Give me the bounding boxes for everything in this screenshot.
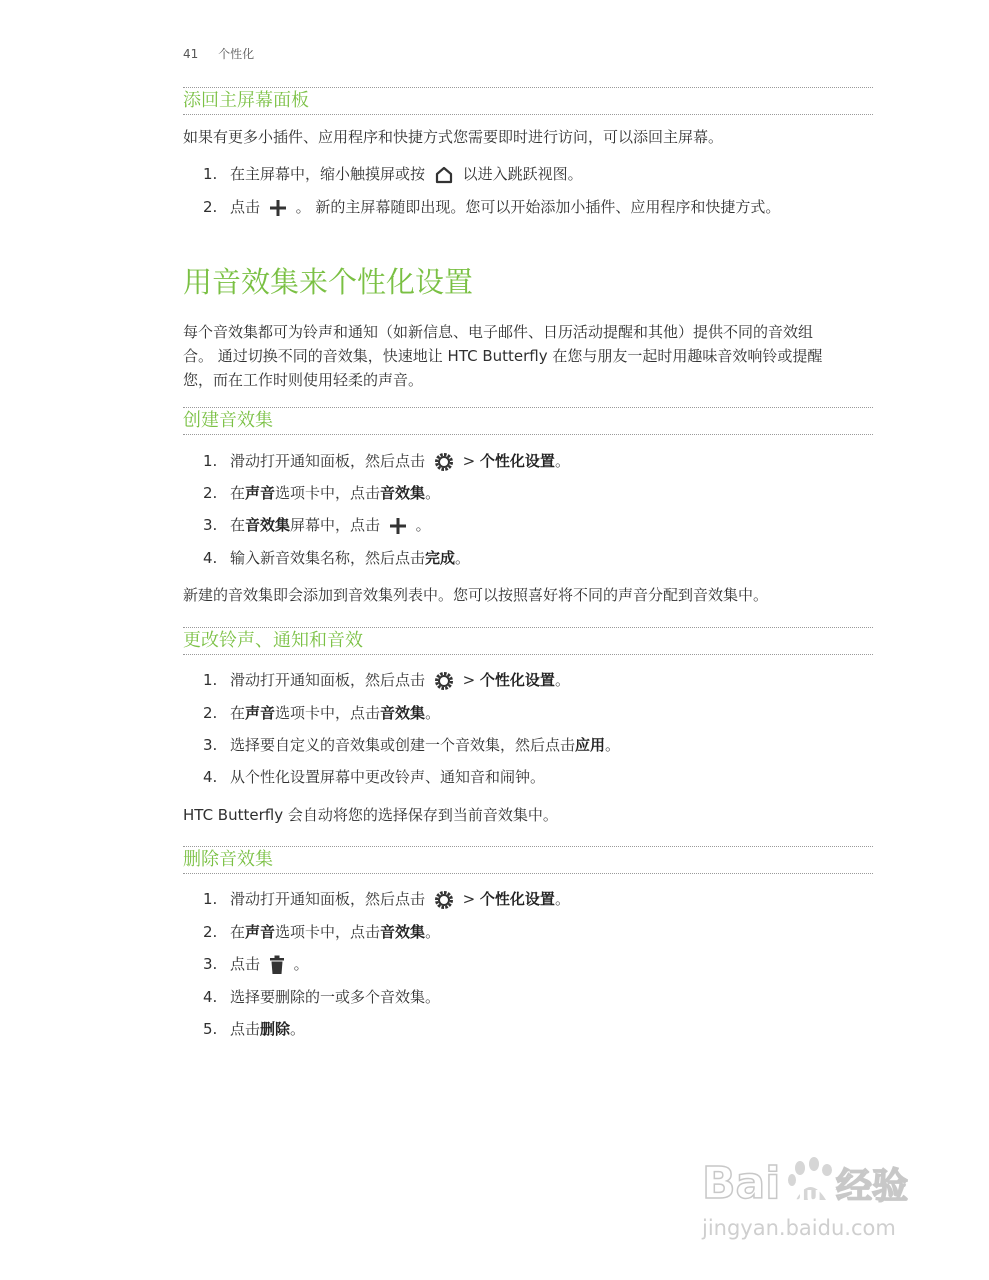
list-item: 4. 从个性化设置屏幕中更改铃声、通知音和闹钟。 <box>203 765 545 789</box>
subheading-add-home-panel: 添回主屏幕面板 <box>183 87 873 115</box>
svg-text:jingyan.baidu.com: jingyan.baidu.com <box>702 1216 896 1240</box>
step-number: 2. <box>203 198 218 216</box>
svg-text:du: du <box>790 1183 822 1208</box>
plus-icon <box>269 199 287 217</box>
home-icon <box>434 165 454 185</box>
list-item: 2. 在声音选项卡中，点击音效集。 <box>203 920 440 944</box>
page-number: 41 <box>183 47 199 61</box>
list-item: 1. 在主屏幕中，缩小触摸屏或按 以进入跳跃视图。 <box>203 162 583 186</box>
list-item: 2. 在声音选项卡中，点击音效集。 <box>203 481 440 505</box>
paragraph-sound-sets-intro: 每个音效集都可为铃声和通知（如新信息、电子邮件、日历活动提醒和其他）提供不同的音效组 合。 通过切换不同的音效集，快速地让 HTC Butterfly 在您与朋友一起时用趣味音效响铃或提醒 您，而在工作时则使用轻柔的声音。 <box>183 323 823 389</box>
subheading-delete-sound-set: 删除音效集 <box>183 846 873 874</box>
list-item: 4. 选择要删除的一或多个音效集。 <box>203 985 440 1009</box>
step-number: 2. <box>203 923 218 941</box>
step-number: 1. <box>203 165 218 183</box>
baidu-jingyan-watermark-logo <box>700 1138 930 1248</box>
trash-icon <box>269 955 285 975</box>
step-number: 3. <box>203 955 218 973</box>
subheading-change-sounds: 更改铃声、通知和音效 <box>183 627 873 655</box>
list-item: 1. 滑动打开通知面板，然后点击 > 个性化设置。 <box>203 668 570 692</box>
svg-text:经验: 经验 <box>836 1166 909 1207</box>
step-number: 4. <box>203 549 218 567</box>
paragraph-change-note: HTC Butterfly 会自动将您的选择保存到当前音效集中。 <box>183 806 558 824</box>
step-number: 3. <box>203 736 218 754</box>
step-number: 5. <box>203 1020 218 1038</box>
step-number: 1. <box>203 890 218 908</box>
step-number: 1. <box>203 671 218 689</box>
list-item: 3. 点击 。 <box>203 952 309 976</box>
step-number: 4. <box>203 768 218 786</box>
list-item: 2. 点击 。 新的主屏幕随即出现。您可以开始添加小插件、应用程序和快捷方式。 <box>203 195 780 219</box>
list-item: 1. 滑动打开通知面板，然后点击 > 个性化设置。 <box>203 449 570 473</box>
settings-gear-icon <box>434 890 454 910</box>
settings-gear-icon <box>434 452 454 472</box>
list-item: 3. 选择要自定义的音效集或创建一个音效集，然后点击应用。 <box>203 733 620 757</box>
list-item: 4. 输入新音效集名称，然后点击完成。 <box>203 546 470 570</box>
settings-gear-icon <box>434 671 454 691</box>
plus-icon <box>389 517 407 535</box>
step-number: 2. <box>203 704 218 722</box>
list-item: 1. 滑动打开通知面板，然后点击 > 个性化设置。 <box>203 887 570 911</box>
section-title: 用音效集来个性化设置 <box>183 265 474 299</box>
step-number: 4. <box>203 988 218 1006</box>
page-header <box>183 45 254 62</box>
svg-text:Bai: Bai <box>702 1158 781 1209</box>
paragraph-add-home-intro: 如果有更多小插件、应用程序和快捷方式您需要即时进行访问，可以添回主屏幕。 <box>183 128 724 146</box>
step-number: 2. <box>203 484 218 502</box>
section-name: 个性化 <box>218 47 255 61</box>
list-item: 5. 点击删除。 <box>203 1017 305 1041</box>
step-number: 1. <box>203 452 218 470</box>
list-item: 3. 在音效集屏幕中，点击 。 <box>203 513 431 537</box>
step-number: 3. <box>203 516 218 534</box>
list-item: 2. 在声音选项卡中，点击音效集。 <box>203 701 440 725</box>
paragraph-create-note: 新建的音效集即会添加到音效集列表中。您可以按照喜好将不同的声音分配到音效集中。 <box>183 586 769 604</box>
subheading-create-sound-set: 创建音效集 <box>183 407 873 435</box>
